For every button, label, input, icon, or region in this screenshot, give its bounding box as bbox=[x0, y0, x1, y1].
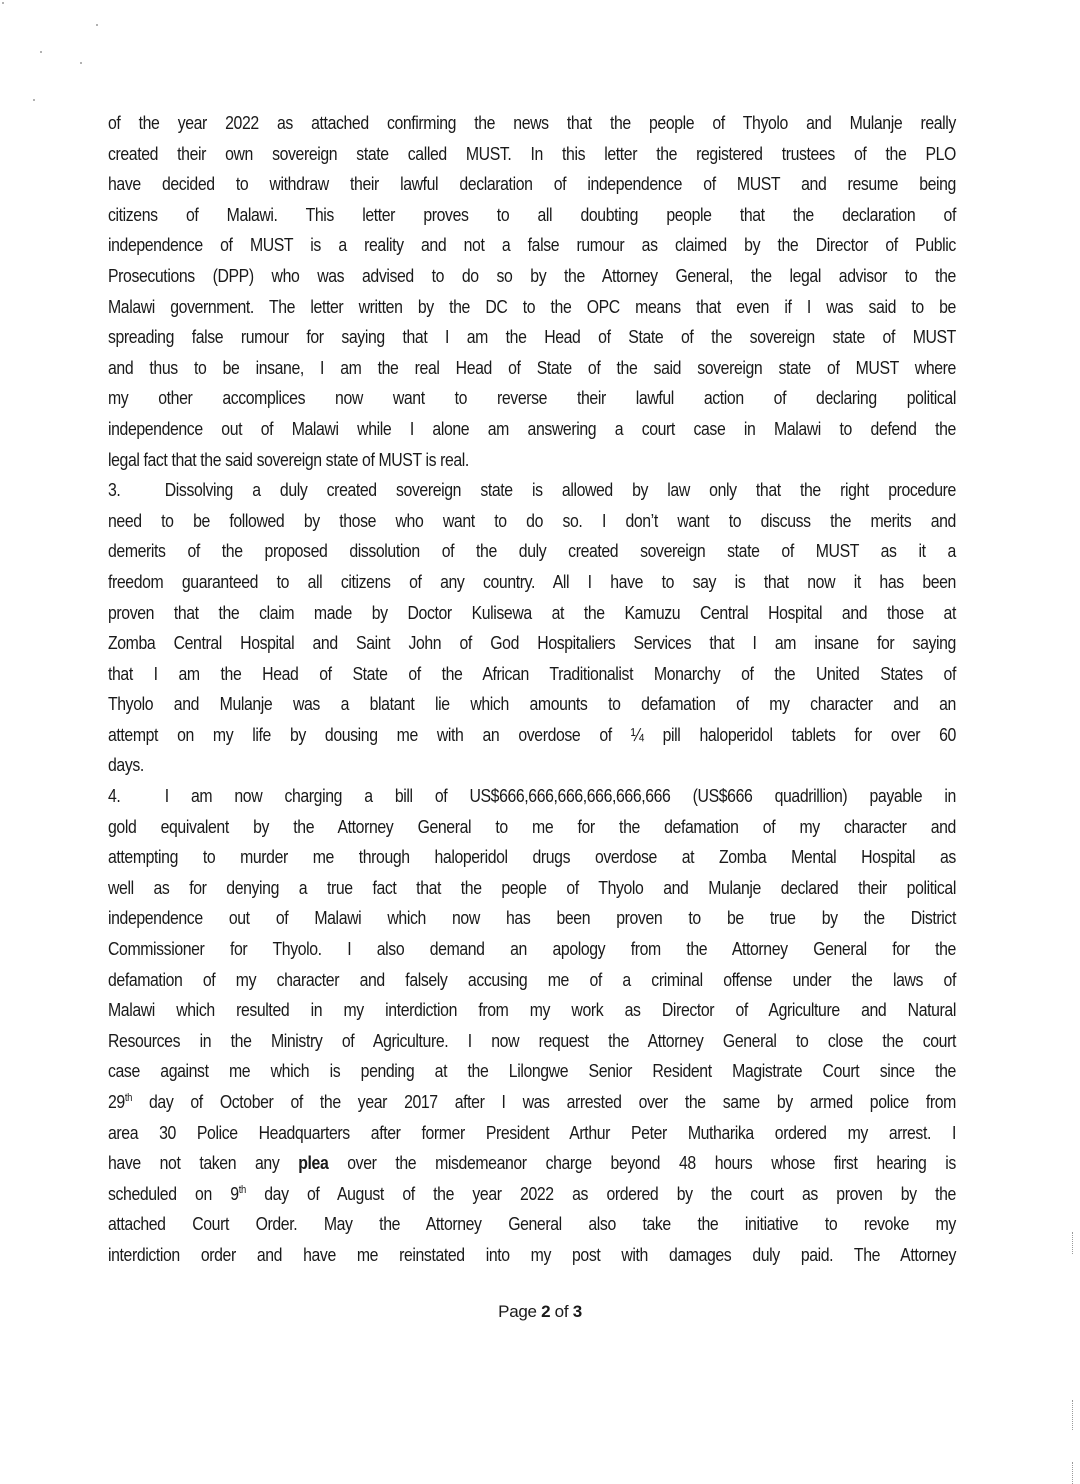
text-line: spreading false rumour for saying that I am the Head of State of the sovereign state of MUST bbox=[108, 326, 956, 348]
text-line bbox=[108, 475, 956, 506]
text-line: area 30 Police Headquarters after former President Arthur Peter Mutharika ordered my arrest. I bbox=[108, 1121, 956, 1143]
text-line bbox=[108, 781, 956, 812]
page-label: Page bbox=[498, 1302, 542, 1321]
text-line: independence of MUST is a reality and not a false rumour as claimed by the Director of Public bbox=[108, 234, 956, 256]
paragraph-number: 3. bbox=[108, 479, 121, 501]
text-line: Zomba Central Hospital and Saint John of God Hospitaliers Services that I am insane for saying bbox=[108, 632, 956, 654]
text-line: independence out of Malawi while I alone am answering a court case in Malawi to defend the bbox=[108, 417, 956, 439]
scan-edge-mark bbox=[1072, 1400, 1074, 1430]
text-line: Malawi government. The letter written by the DC to the OPC means that even if I was said to be bbox=[108, 295, 956, 317]
scan-speck bbox=[2, 2, 4, 4]
ordinal-suffix: th bbox=[124, 1091, 132, 1104]
text-line: well as for denying a true fact that the people of Thyolo and Mulanje declared their political bbox=[108, 876, 956, 898]
text-line bbox=[108, 1148, 956, 1179]
text-line: attempting to murder me through haloperidol drugs overdose at Zomba Mental Hospital as bbox=[108, 846, 956, 868]
text-span: day of October of the year 2017 after I was arrested over the same by armed police from bbox=[131, 1091, 956, 1112]
text-line: citizens of Malawi. This letter proves to all doubting people that the declaration of bbox=[108, 203, 956, 225]
text-line: Resources in the Ministry of Agriculture. I now request the Attorney General to close the court bbox=[108, 1029, 956, 1051]
text-line: proven that the claim made by Doctor Kulisewa at the Kamuzu Central Hospital and those at bbox=[108, 601, 956, 623]
text-line: defamation of my character and falsely accusing me of a criminal offense under the laws of bbox=[108, 968, 956, 990]
text-span: I am now charging a bill of US$666,666,666,666,666,666 (US$666 quadrillion) payable in bbox=[164, 785, 956, 807]
text-line: Malawi which resulted in my interdiction from my work as Director of Agriculture and Natural bbox=[108, 999, 956, 1021]
paragraph-number: 4. bbox=[108, 785, 121, 807]
text-line: of the year 2022 as attached confirming the news that the people of Thyolo and Mulanje really bbox=[108, 112, 956, 133]
text-line: Thyolo and Mulanje was a blatant lie which amounts to defamation of my character and an bbox=[108, 693, 956, 715]
text-line: need to be followed by those who want to do so. I don’t want to discuss the merits and bbox=[108, 509, 956, 531]
scan-speck bbox=[40, 51, 42, 53]
text-line: days. bbox=[108, 754, 144, 776]
text-span: Dissolving a duly created sovereign state is allowed by law only that the right procedure bbox=[164, 479, 956, 501]
text-line: gold equivalent by the Attorney General to me for the defamation of my character and bbox=[108, 815, 956, 837]
text-line bbox=[108, 1087, 956, 1118]
text-line: legal fact that the said sovereign state of MUST is real. bbox=[108, 448, 469, 470]
scan-edge-mark bbox=[1072, 1232, 1074, 1254]
text-line: my other accomplices now want to reverse their lawful action of declaring political bbox=[108, 387, 956, 409]
scan-speck bbox=[33, 99, 35, 101]
paragraph-continued bbox=[108, 108, 956, 475]
page-current: 2 bbox=[541, 1302, 551, 1321]
ordinal-suffix: th bbox=[238, 1183, 246, 1196]
text-line: attached Court Order. May the Attorney General also take the initiative to revoke my bbox=[108, 1213, 956, 1235]
text-line: independence out of Malawi which now has been proven to be true by the District bbox=[108, 907, 956, 929]
page-total: 3 bbox=[572, 1302, 582, 1321]
paragraph-4 bbox=[108, 781, 956, 1271]
text-line: interdiction order and have me reinstated into my post with damages duly paid. The Attorney bbox=[108, 1243, 956, 1265]
text-span: scheduled on 9 bbox=[108, 1182, 239, 1204]
paragraph-3 bbox=[108, 475, 956, 781]
text-line bbox=[108, 1179, 956, 1210]
bold-word: plea bbox=[298, 1152, 329, 1174]
text-line: demerits of the proposed dissolution of the duly created sovereign state of MUST as it a bbox=[108, 540, 956, 562]
text-line: Commissioner for Thyolo. I also demand an apology from the Attorney General for the bbox=[108, 938, 956, 960]
text-span: have not taken any bbox=[108, 1152, 299, 1174]
scan-edge-mark bbox=[1072, 1462, 1074, 1484]
text-span: day of August of the year 2022 as ordered by the court as proven by the bbox=[245, 1182, 956, 1204]
text-line: case against me which is pending at the Lilongwe Senior Resident Magistrate Court since the bbox=[108, 1060, 956, 1082]
scan-speck bbox=[96, 24, 98, 26]
text-line: Prosecutions (DPP) who was advised to do so by the Attorney General, the legal advisor to the bbox=[108, 264, 956, 286]
text-line: that I am the Head of State of the African Traditionalist Monarchy of the United States of bbox=[108, 662, 956, 684]
scan-speck bbox=[80, 62, 82, 64]
text-line: attempt on my life by dousing me with an overdose of ¼ pill haloperidol tablets for over 60 bbox=[108, 723, 956, 745]
text-span: over the misdemeanor charge beyond 48 hours whose first hearing is bbox=[328, 1152, 956, 1174]
page-footer bbox=[0, 1302, 1080, 1322]
text-line: freedom guaranteed to all citizens of any country. All I have to say is that now it has been bbox=[108, 570, 956, 592]
page-of: of bbox=[550, 1302, 573, 1321]
text-line: and thus to be insane, I am the real Head of State of the said sovereign state of MUST where bbox=[108, 356, 956, 378]
text-span: 29 bbox=[108, 1091, 125, 1112]
document-page bbox=[108, 108, 956, 1271]
text-line: have decided to withdraw their lawful declaration of independence of MUST and resume being bbox=[108, 173, 956, 195]
text-line: created their own sovereign state called MUST. In this letter the registered trustees of the PLO bbox=[108, 142, 956, 164]
